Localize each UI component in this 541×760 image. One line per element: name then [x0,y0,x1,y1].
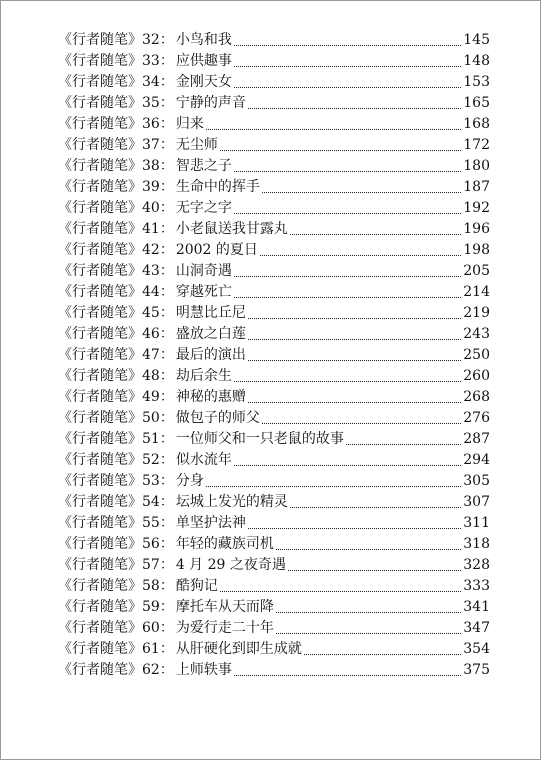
dot-leader [220,150,461,151]
series-label: 《行者随笔》 [58,242,142,258]
page-number: 268 [463,389,490,405]
dot-leader [220,591,461,592]
toc-entry[interactable] [58,429,490,450]
entry-number: 60 [142,620,160,636]
separator: ： [159,221,174,237]
table-of-contents [58,30,490,681]
separator: ： [159,410,174,426]
entry-title: 盛放之白莲 [175,326,246,342]
entry-title: 坛城上发光的精灵 [175,494,288,510]
entry-title: 从肝硬化到即生成就 [175,641,302,657]
entry-title: 生命中的挥手 [175,179,260,195]
separator: ： [159,473,174,489]
page-number: 260 [463,368,490,384]
entry-title: 单坚护法神 [175,515,246,531]
page-number: 148 [463,53,490,69]
entry-number: 46 [142,326,160,342]
toc-entry[interactable] [58,534,490,555]
separator: ： [159,32,174,48]
entry-number: 52 [142,452,160,468]
entry-number: 61 [142,641,160,657]
separator: ： [159,284,174,300]
page-number: 165 [463,95,490,111]
page-number: 187 [463,179,490,195]
toc-entry[interactable] [58,618,490,639]
entry-title: 分身 [175,473,204,489]
entry-number: 43 [142,263,160,279]
series-label: 《行者随笔》 [58,536,142,552]
series-label: 《行者随笔》 [58,599,142,615]
separator: ： [159,53,174,69]
dot-leader [234,381,461,382]
entry-number: 58 [142,578,160,594]
series-label: 《行者随笔》 [58,74,142,90]
entry-number: 59 [142,599,160,615]
entry-number: 62 [142,662,160,678]
entry-number: 49 [142,389,160,405]
dot-leader [262,423,461,424]
entry-number: 36 [142,116,160,132]
dot-leader [234,87,461,88]
separator: ： [159,179,174,195]
dot-leader [234,66,461,67]
toc-entry[interactable] [58,303,490,324]
series-label: 《行者随笔》 [58,431,142,447]
dot-leader [304,654,461,655]
page-number: 192 [463,200,490,216]
entry-title: 小老鼠送我甘露丸 [175,221,288,237]
entry-title: 做包子的师父 [175,410,260,426]
toc-entry[interactable] [58,471,490,492]
toc-entry[interactable] [58,513,490,534]
toc-entry[interactable] [58,366,490,387]
series-label: 《行者随笔》 [58,662,142,678]
separator: ： [159,620,174,636]
page-number: 145 [463,32,490,48]
separator: ： [159,431,174,447]
dot-leader [276,549,461,550]
toc-entry[interactable] [58,156,490,177]
page-number: 276 [463,410,490,426]
entry-number: 53 [142,473,160,489]
separator: ： [159,641,174,657]
dot-leader [234,297,461,298]
toc-entry[interactable] [58,492,490,513]
dot-leader [346,444,461,445]
entry-number: 41 [142,221,160,237]
toc-entry[interactable] [58,135,490,156]
series-label: 《行者随笔》 [58,620,142,636]
page-number: 219 [463,305,490,321]
dot-leader [206,486,461,487]
entry-number: 56 [142,536,160,552]
dot-leader [290,234,461,235]
page-number: 153 [463,74,490,90]
dot-leader [234,675,461,676]
separator: ： [159,137,174,153]
entry-number: 51 [142,431,160,447]
series-label: 《行者随笔》 [58,641,142,657]
toc-entry[interactable] [58,597,490,618]
series-label: 《行者随笔》 [58,305,142,321]
page-number: 354 [463,641,490,657]
page-number: 311 [463,515,490,531]
separator: ： [159,116,174,132]
dot-leader [234,45,461,46]
toc-entry[interactable] [58,639,490,660]
series-label: 《行者随笔》 [58,326,142,342]
dot-leader [206,129,461,130]
page-number: 375 [463,662,490,678]
series-label: 《行者随笔》 [58,158,142,174]
page-number: 318 [463,536,490,552]
separator: ： [159,263,174,279]
page-number: 333 [463,578,490,594]
toc-entry[interactable] [58,345,490,366]
series-label: 《行者随笔》 [58,32,142,48]
page-number: 198 [463,242,490,258]
entry-title: 智悲之子 [175,158,232,174]
entry-title: 小鸟和我 [175,32,232,48]
toc-entry[interactable] [58,93,490,114]
dot-leader [290,507,461,508]
entry-title: 神秘的惠赠 [175,389,246,405]
toc-entry[interactable] [58,324,490,345]
toc-entry[interactable] [58,114,490,135]
separator: ： [159,389,174,405]
separator: ： [159,599,174,615]
toc-entry[interactable] [58,450,490,471]
entry-number: 47 [142,347,160,363]
entry-title: 明慧比丘尼 [175,305,246,321]
entry-title: 穿越死亡 [175,284,232,300]
entry-number: 35 [142,95,160,111]
toc-entry[interactable] [58,555,490,576]
entry-title: 年轻的藏族司机 [175,536,274,552]
separator: ： [159,557,174,573]
toc-entry[interactable] [58,282,490,303]
series-label: 《行者随笔》 [58,347,142,363]
page-number: 305 [463,473,490,489]
entry-number: 48 [142,368,160,384]
dot-leader [288,570,461,571]
separator: ： [159,347,174,363]
toc-entry[interactable] [58,177,490,198]
entry-title: 摩托车从天而降 [175,599,274,615]
entry-title: 酷狗记 [175,578,218,594]
dot-leader [248,528,461,529]
page-number: 328 [463,557,490,573]
separator: ： [159,536,174,552]
series-label: 《行者随笔》 [58,389,142,405]
toc-entry[interactable] [58,198,490,219]
page-number: 196 [463,221,490,237]
entry-number: 40 [142,200,160,216]
separator: ： [159,242,174,258]
entry-title: 山洞奇遇 [175,263,232,279]
series-label: 《行者随笔》 [58,515,142,531]
toc-entry[interactable] [58,387,490,408]
entry-title: 一位师父和一只老鼠的故事 [175,431,344,447]
page-number: 294 [463,452,490,468]
dot-leader [276,612,461,613]
series-label: 《行者随笔》 [58,179,142,195]
separator: ： [159,305,174,321]
entry-title: 为爱行走二十年 [175,620,274,636]
toc-entry[interactable] [58,261,490,282]
toc-entry[interactable] [58,576,490,597]
entry-title: 宁静的声音 [175,95,246,111]
page-number: 205 [463,263,490,279]
separator: ： [159,662,174,678]
entry-number: 39 [142,179,160,195]
page-number: 243 [463,326,490,342]
series-label: 《行者随笔》 [58,557,142,573]
separator: ： [159,326,174,342]
toc-entry[interactable] [58,408,490,429]
series-label: 《行者随笔》 [58,578,142,594]
toc-entry[interactable] [58,30,490,51]
series-label: 《行者随笔》 [58,473,142,489]
entry-number: 50 [142,410,160,426]
dot-leader [248,339,461,340]
page-number: 172 [463,137,490,153]
series-label: 《行者随笔》 [58,410,142,426]
dot-leader [276,633,461,634]
entry-title: 劫后余生 [175,368,232,384]
page-number: 347 [463,620,490,636]
separator: ： [159,158,174,174]
separator: ： [159,74,174,90]
page-number: 307 [463,494,490,510]
series-label: 《行者随笔》 [58,368,142,384]
page-number: 250 [463,347,490,363]
entry-number: 33 [142,53,160,69]
entry-number: 42 [142,242,160,258]
toc-entry[interactable] [58,51,490,72]
dot-leader [248,108,461,109]
toc-entry[interactable] [58,72,490,93]
entry-title: 上师轶事 [175,662,232,678]
entry-number: 55 [142,515,160,531]
entry-title: 2002 的夏日 [175,242,258,258]
page-number: 341 [463,599,490,615]
series-label: 《行者随笔》 [58,53,142,69]
entry-title: 4 月 29 之夜奇遇 [175,557,286,573]
dot-leader [248,360,461,361]
separator: ： [159,200,174,216]
page-number: 168 [463,116,490,132]
toc-entry[interactable] [58,660,490,681]
series-label: 《行者随笔》 [58,494,142,510]
series-label: 《行者随笔》 [58,137,142,153]
series-label: 《行者随笔》 [58,200,142,216]
dot-leader [248,318,461,319]
toc-entry[interactable] [58,240,490,261]
separator: ： [159,452,174,468]
series-label: 《行者随笔》 [58,284,142,300]
entry-number: 54 [142,494,160,510]
entry-number: 34 [142,74,160,90]
entry-number: 37 [142,137,160,153]
entry-title: 无字之字 [175,200,232,216]
series-label: 《行者随笔》 [58,221,142,237]
series-label: 《行者随笔》 [58,116,142,132]
separator: ： [159,494,174,510]
dot-leader [234,171,461,172]
entry-number: 38 [142,158,160,174]
separator: ： [159,368,174,384]
separator: ： [159,578,174,594]
entry-title: 应供趣事 [175,53,232,69]
page-number: 180 [463,158,490,174]
entry-title: 似水流年 [175,452,232,468]
dot-leader [234,276,461,277]
entry-title: 金刚天女 [175,74,232,90]
dot-leader [248,402,461,403]
toc-entry[interactable] [58,219,490,240]
separator: ： [159,95,174,111]
entry-number: 57 [142,557,160,573]
page-number: 287 [463,431,490,447]
entry-title: 归来 [175,116,204,132]
separator: ： [159,515,174,531]
entry-number: 44 [142,284,160,300]
series-label: 《行者随笔》 [58,263,142,279]
dot-leader [262,192,461,193]
series-label: 《行者随笔》 [58,452,142,468]
page-number: 214 [463,284,490,300]
entry-number: 32 [142,32,160,48]
entry-title: 无尘师 [175,137,218,153]
dot-leader [234,213,461,214]
dot-leader [234,465,461,466]
entry-number: 45 [142,305,160,321]
entry-title: 最后的演出 [175,347,246,363]
series-label: 《行者随笔》 [58,95,142,111]
dot-leader [260,255,461,256]
